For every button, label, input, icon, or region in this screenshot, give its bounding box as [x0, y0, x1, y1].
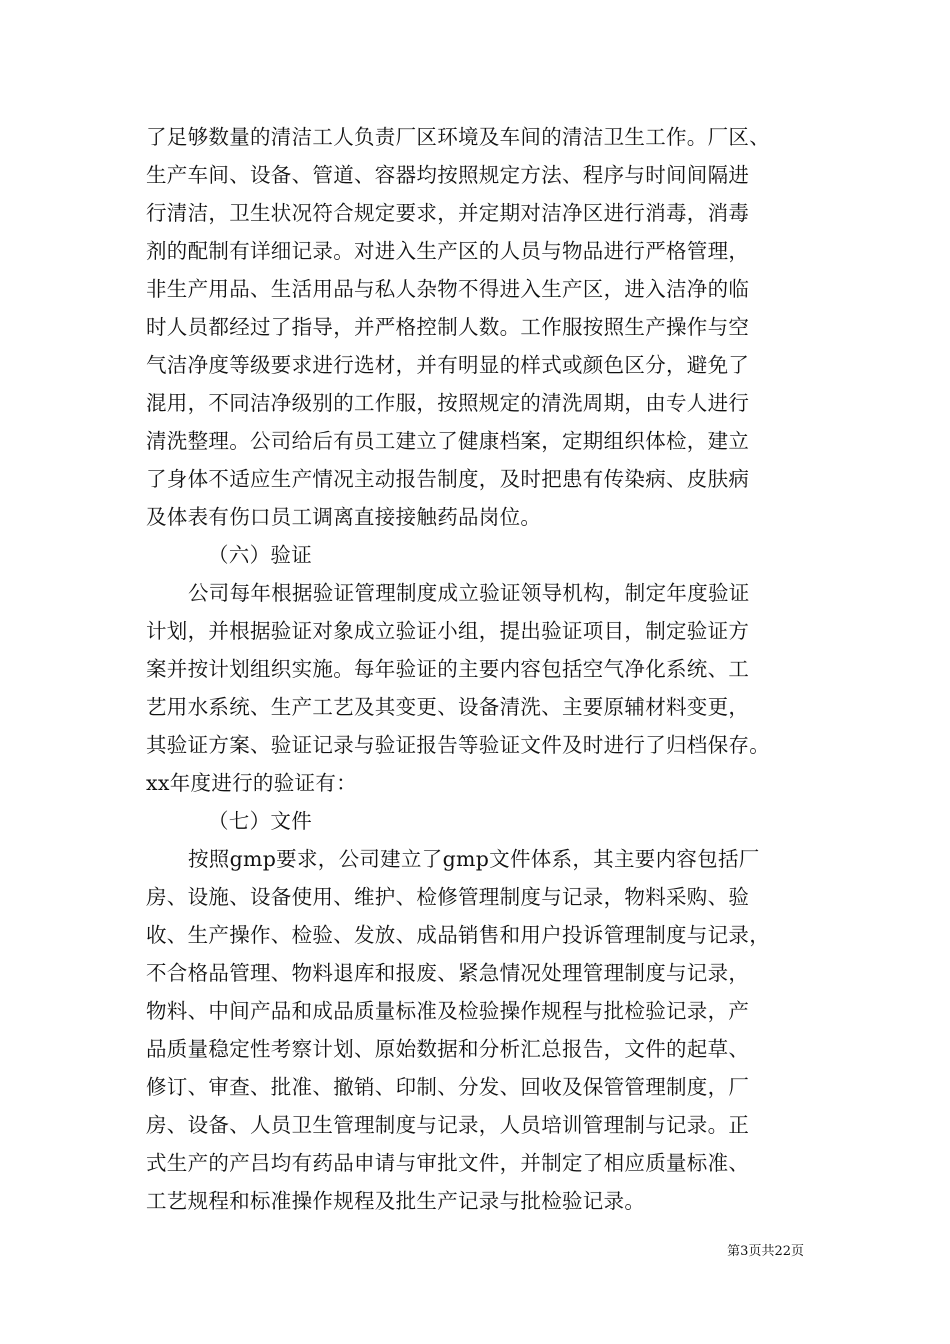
text-line: 非生产用品、生活用品与私人杂物不得进入生产区，进入洁净的临	[146, 277, 750, 301]
text-line: 气洁净度等级要求进行选材，并有明显的样式或颜色区分，避免了	[146, 353, 750, 377]
text-line: xx年度进行的验证有：	[146, 771, 357, 795]
section-heading-documents: （七）文件	[208, 809, 312, 833]
paragraph-start: 公司每年根据验证管理制度成立验证领导机构，制定年度验证	[188, 581, 750, 605]
document-body	[146, 118, 826, 1220]
text-line: 时人员都经过了指导，并严格控制人数。工作服按照生产操作与空	[146, 315, 750, 339]
text-line: 房、设施、设备使用、维护、检修管理制度与记录，物料采购、验	[146, 885, 750, 909]
text-line: 式生产的产吕均有药品申请与审批文件，并制定了相应质量标准、	[146, 1151, 750, 1175]
text-line: 计划，并根据验证对象成立验证小组，提出验证项目，制定验证方	[146, 619, 750, 643]
text-line: 修订、审查、批准、撤销、印制、分发、回收及保管管理制度，厂	[146, 1075, 750, 1099]
text-line: 行清洁，卫生状况符合规定要求，并定期对洁净区进行消毒，消毒	[146, 201, 750, 225]
text-line: 艺用水系统、生产工艺及其变更、设备清洗、主要原辅材料变更，	[146, 695, 750, 719]
text-line: 剂的配制有详细记录。对进入生产区的人员与物品进行严格管理，	[146, 239, 750, 263]
text-line: 及体表有伤口员工调离直接接触药品岗位。	[146, 505, 542, 529]
text-line: 其验证方案、验证记录与验证报告等验证文件及时进行了归档保存。	[146, 733, 770, 757]
text-line: 收、生产操作、检验、发放、成品销售和用户投诉管理制度与记录，	[146, 923, 770, 947]
text-line: 了身体不适应生产情况主动报告制度，及时把患有传染病、皮肤病	[146, 467, 750, 491]
text-line: 了足够数量的清洁工人负责厂区环境及车间的清洁卫生工作。厂区、	[146, 125, 770, 149]
text-line: 房、设备、人员卫生管理制度与记录，人员培训管理制与记录。正	[146, 1113, 750, 1137]
text-line: 工艺规程和标准操作规程及批生产记录与批检验记录。	[146, 1189, 646, 1213]
text-line: 清洗整理。公司给后有员工建立了健康档案，定期组织体检，建立	[146, 429, 750, 453]
text-line: 不合格品管理、物料退库和报废、紧急情况处理管理制度与记录，	[146, 961, 750, 985]
text-line: 案并按计划组织实施。每年验证的主要内容包括空气净化系统、工	[146, 657, 750, 681]
text-line: 物料、中间产品和成品质量标准及检验操作规程与批检验记录，产	[146, 999, 750, 1023]
paragraph-start: 按照gmp要求，公司建立了gmp文件体系，其主要内容包括厂	[188, 847, 760, 871]
text-line: 混用，不同洁净级别的工作服，按照规定的清洗周期，由专人进行	[146, 391, 750, 415]
section-heading-verification: （六）验证	[208, 543, 312, 567]
text-line: 品质量稳定性考察计划、原始数据和分析汇总报告，文件的起草、	[146, 1037, 750, 1061]
text-line: 生产车间、设备、管道、容器均按照规定方法、程序与时间间隔进	[146, 163, 750, 187]
page-number: 第3页共22页	[727, 1244, 804, 1259]
